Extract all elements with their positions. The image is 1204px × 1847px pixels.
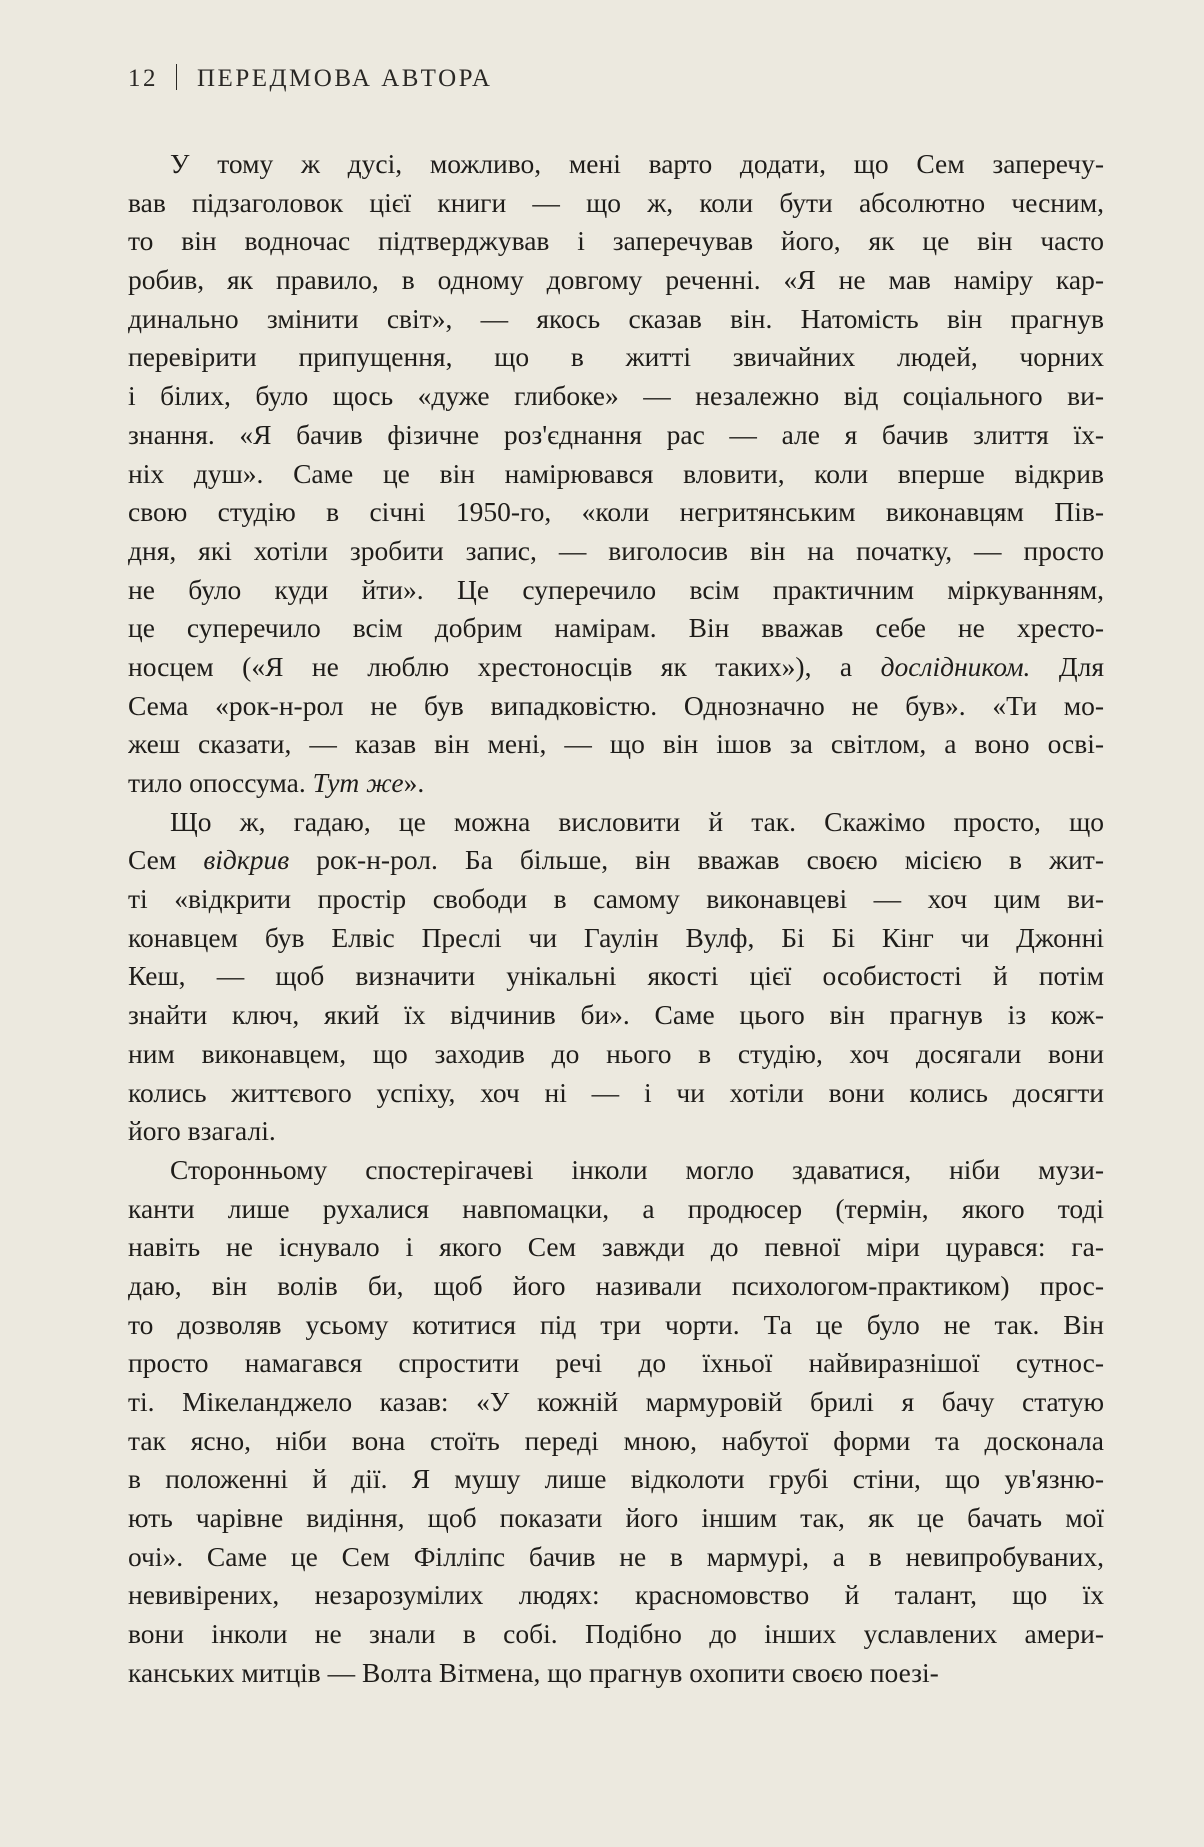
text-line: даю, він волів би, щоб його називали психологом-практиком) прос- <box>128 1269 1104 1301</box>
text-line <box>128 841 1104 880</box>
section-title: ПЕРЕДМОВА АВТОРА <box>197 65 493 92</box>
page-number: 12 <box>128 65 158 92</box>
text-line: в положенні й дії. Я мушу лише відколоти грубі стіни, що ув'язню- <box>128 1463 1104 1495</box>
text-line: ті. Мікеланджело казав: «У кожній мармуровій брилі я бачу статую <box>128 1386 1104 1417</box>
text-line: робив, як правило, в одному довгому реченні. «Я не мав наміру кар- <box>128 264 1104 296</box>
text-run: ». <box>403 767 425 798</box>
text-line: колись життєвого успіху, хоч ні — і чи хотіли вони колись досягти <box>128 1076 1104 1108</box>
paragraph <box>128 1151 1104 1693</box>
text-line: ним виконавцем, що заходив до нього в студію, хоч досягали вони <box>128 1037 1104 1069</box>
text-line: то дозволяв усьому котитися під три чорти. Та це було не так. Він <box>128 1308 1104 1340</box>
italic-text-run: дослідником. <box>880 650 1031 682</box>
italic-text-run: Тут же <box>312 767 404 798</box>
text-line: його взагалі. <box>128 1115 276 1147</box>
italic-text-run: відкрив <box>203 844 290 876</box>
text-line: вав підзаголовок цієї книги — що ж, коли бути абсолютно чесним, <box>128 186 1104 218</box>
text-line: Сема «рок-н-рол не був випадковістю. Однозначно не був». «Ти мо- <box>128 689 1104 721</box>
text-line: свою студію в січні 1950-го, «коли негритянським виконавцям Пів- <box>128 496 1104 528</box>
text-line: так ясно, ніби вона стоїть переді мною, набутої форми та досконала <box>128 1424 1104 1456</box>
text-line: і білих, було щось «дуже глибоке» — незалежно від соціального ви- <box>128 380 1104 412</box>
text-line: навіть не існувало і якого Сем завжди до певної міри цурався: га- <box>128 1231 1104 1263</box>
text-line: канських митців — Волта Вітмена, що прагнув охопити своєю поезі- <box>128 1656 939 1688</box>
running-header <box>128 64 492 93</box>
text-line: конавцем був Елвіс Преслі чи Гаулін Вулф, Бі Бі Кінг чи Джонні <box>128 921 1104 953</box>
text-line: не було куди йти». Це суперечило всім практичним міркуванням, <box>128 573 1104 605</box>
text-line: Що ж, гадаю, це можна висловити й так. Скажімо просто, що <box>170 805 1104 837</box>
text-line: очі». Саме це Сем Філліпс бачив не в мармурі, а в невипробуваних, <box>128 1540 1104 1572</box>
text-line <box>128 648 1104 687</box>
text-line: Кеш, — щоб визначити унікальні якості цієї особистості й потім <box>128 960 1104 992</box>
text-line: ють чарівне видіння, щоб показати його іншим так, як це бачать мої <box>128 1502 1104 1534</box>
text-run: Сем <box>128 844 204 876</box>
text-run: рок-н-рол. Ба більше, він вважав своєю місією в жит- <box>289 844 1104 876</box>
paragraph <box>128 803 1104 1151</box>
text-line: вони інколи не знали в собі. Подібно до інших уславлених амери- <box>128 1618 1104 1650</box>
text-line: знайти ключ, який їх відчинив би». Саме цього він прагнув із кож- <box>128 999 1104 1031</box>
text-line: канти лише рухалися навпомацки, а продюсер (термін, якого тоді <box>128 1192 1104 1224</box>
text-run: Для <box>1030 650 1104 682</box>
text-line: Сторонньому спостерігачеві інколи могло здаватися, ніби музи- <box>170 1153 1104 1185</box>
text-line: знання. «Я бачив фізичне роз'єднання рас — але я бачив злиття їх- <box>128 418 1104 450</box>
header-divider <box>176 64 177 90</box>
text-line: просто намагався спростити речі до їхньої найвиразнішої сутнос- <box>128 1347 1104 1379</box>
text-line: невивірених, незарозумілих людях: красномовство й талант, що їх <box>128 1579 1104 1611</box>
text-line: жеш сказати, — казав він мені, — що він ішов за світлом, а воно осві- <box>128 728 1104 760</box>
paragraph <box>128 145 1104 803</box>
text-run: носцем («Я не люблю хрестоносців як таких»), а <box>128 650 881 682</box>
text-run: тило опоссума. <box>128 767 313 798</box>
text-line: У тому ж дусі, можливо, мені варто додати, що Сем заперечу- <box>170 148 1104 179</box>
body-text <box>128 145 1104 1693</box>
text-line <box>128 764 1104 803</box>
text-line: то він водночас підтверджував і заперечував його, як це він часто <box>128 225 1104 257</box>
text-line: ніх душ». Саме це він намірювався вловити, коли вперше відкрив <box>128 457 1104 489</box>
text-line: дня, які хотіли зробити запис, — виголосив він на початку, — просто <box>128 534 1104 566</box>
text-line: перевірити припущення, що в житті звичайних людей, чорних <box>128 341 1104 373</box>
text-line: ті «відкрити простір свободи в самому виконавцеві — хоч цим ви- <box>128 883 1104 915</box>
text-line: це суперечило всім добрим намірам. Він вважав себе не хресто- <box>128 612 1104 644</box>
text-line: динально змінити світ», — якось сказав він. Натомість він прагнув <box>128 302 1104 334</box>
